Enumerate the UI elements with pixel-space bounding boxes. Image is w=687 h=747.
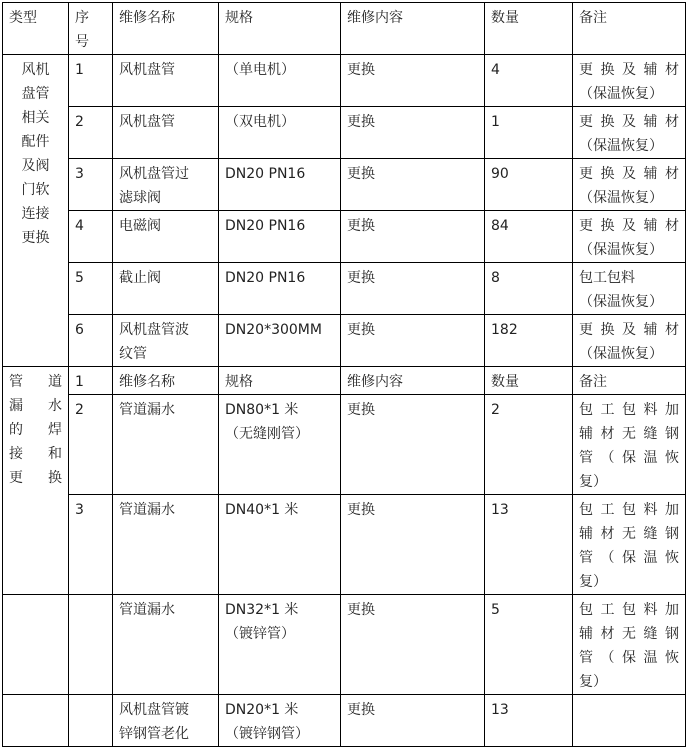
spec-cell: DN32*1 米 （镀锌管）	[219, 595, 341, 695]
qty-cell: 5	[485, 595, 573, 695]
spec-cell: DN80*1 米 （无缝刚管）	[219, 395, 341, 495]
note-cell	[573, 107, 686, 159]
spec-cell: DN20*300MM	[219, 315, 341, 367]
table-row	[3, 395, 686, 495]
type-cell-empty	[3, 695, 69, 747]
header-content: 维修内容	[341, 3, 485, 55]
table-row	[3, 211, 686, 263]
qty-cell: 84	[485, 211, 573, 263]
table-row	[3, 315, 686, 367]
name-cell: 风机盘管过 滤球阀	[113, 159, 219, 211]
content-cell: 更换	[341, 55, 485, 107]
note-line: 包工包料加 辅材无缝钢 管（保温恢	[579, 502, 679, 566]
seq-cell: 5	[69, 263, 113, 315]
name-cell: 风机盘管	[113, 55, 219, 107]
type-cell-fan-coil: 风机 盘管 相关 配件 及阀 门软 连接 更换	[3, 55, 69, 367]
seq-cell: 2	[69, 107, 113, 159]
qty-cell: 1	[485, 107, 573, 159]
header-spec: 规格	[219, 3, 341, 55]
content-cell: 更换	[341, 263, 485, 315]
name-cell: 截止阀	[113, 263, 219, 315]
table-row	[3, 495, 686, 595]
seq-cell: 1	[69, 55, 113, 107]
name-cell: 电磁阀	[113, 211, 219, 263]
note-line: 更换及辅材	[579, 62, 679, 78]
content-cell: 更换	[341, 695, 485, 747]
seq-cell: 6	[69, 315, 113, 367]
note-line: （保温恢复）	[579, 86, 663, 102]
name-cell: 风机盘管	[113, 107, 219, 159]
note-line: 更换及辅材	[579, 322, 679, 338]
header-note: 备注	[573, 3, 686, 55]
seq-cell: 2	[69, 395, 113, 495]
spec-cell: DN40*1 米	[219, 495, 341, 595]
qty-cell: 182	[485, 315, 573, 367]
subheader-qty: 数量	[485, 367, 573, 395]
seq-cell	[69, 595, 113, 695]
name-cell: 管道漏水	[113, 595, 219, 695]
note-line: 更换及辅材	[579, 114, 679, 130]
header-type: 类型	[3, 3, 69, 55]
name-cell: 风机盘管镀 锌钢管老化	[113, 695, 219, 747]
seq-cell: 4	[69, 211, 113, 263]
qty-cell: 13	[485, 695, 573, 747]
note-cell	[573, 495, 686, 595]
note-line: （保温恢复）	[579, 346, 663, 362]
subheader-note: 备注	[573, 367, 686, 395]
name-cell: 风机盘管波 纹管	[113, 315, 219, 367]
note-cell	[573, 159, 686, 211]
note-line: （保温恢复）	[579, 190, 663, 206]
note-line: 包工包料加 辅材无缝钢 管（保温恢	[579, 602, 679, 666]
note-line: （保温恢复）	[579, 138, 663, 154]
content-cell: 更换	[341, 159, 485, 211]
subheader-spec: 规格	[219, 367, 341, 395]
name-cell: 管道漏水	[113, 395, 219, 495]
table-row	[3, 55, 686, 107]
header-name: 维修名称	[113, 3, 219, 55]
subheader-name: 维修名称	[113, 367, 219, 395]
note-cell	[573, 211, 686, 263]
seq-cell: 1	[69, 367, 113, 395]
spec-cell: （单电机）	[219, 55, 341, 107]
header-seq: 序 号	[69, 3, 113, 55]
note-line: 包工包料加 辅材无缝钢 管（保温恢	[579, 402, 679, 466]
table-row	[3, 695, 686, 747]
seq-cell	[69, 695, 113, 747]
note-line: 复）	[579, 574, 607, 590]
spec-cell: DN20 PN16	[219, 263, 341, 315]
name-cell: 管道漏水	[113, 495, 219, 595]
content-cell: 更换	[341, 395, 485, 495]
table-row	[3, 159, 686, 211]
seq-cell: 3	[69, 495, 113, 595]
note-line: 包工包料	[579, 270, 635, 286]
subheader-content: 维修内容	[341, 367, 485, 395]
spec-cell: DN20 PN16	[219, 159, 341, 211]
type-cell-empty	[3, 595, 69, 695]
table-header-row	[3, 3, 686, 55]
seq-cell: 3	[69, 159, 113, 211]
note-line: （保温恢复）	[579, 294, 663, 310]
note-line: 更换及辅材	[579, 166, 679, 182]
note-line: 复）	[579, 474, 607, 490]
qty-cell: 90	[485, 159, 573, 211]
spec-cell: DN20*1 米 （镀锌钢管）	[219, 695, 341, 747]
table-row	[3, 263, 686, 315]
content-cell: 更换	[341, 495, 485, 595]
spec-cell: DN20 PN16	[219, 211, 341, 263]
table-row	[3, 595, 686, 695]
spec-cell: （双电机）	[219, 107, 341, 159]
content-cell: 更换	[341, 211, 485, 263]
repair-table	[2, 2, 686, 747]
note-cell	[573, 263, 686, 315]
note-cell	[573, 315, 686, 367]
content-cell: 更换	[341, 315, 485, 367]
note-line: （保温恢复）	[579, 242, 663, 258]
qty-cell: 4	[485, 55, 573, 107]
type-cell-pipe-leak: 管 道 漏 水 的 焊 接 和 更换	[3, 367, 69, 595]
table-subheader-row	[3, 367, 686, 395]
note-line: 更换及辅材	[579, 218, 679, 234]
note-cell	[573, 595, 686, 695]
qty-cell: 8	[485, 263, 573, 315]
note-line: 复）	[579, 674, 607, 690]
note-cell	[573, 395, 686, 495]
qty-cell: 2	[485, 395, 573, 495]
content-cell: 更换	[341, 595, 485, 695]
content-cell: 更换	[341, 107, 485, 159]
header-qty: 数量	[485, 3, 573, 55]
note-cell	[573, 695, 686, 747]
note-cell	[573, 55, 686, 107]
table-row	[3, 107, 686, 159]
qty-cell: 13	[485, 495, 573, 595]
